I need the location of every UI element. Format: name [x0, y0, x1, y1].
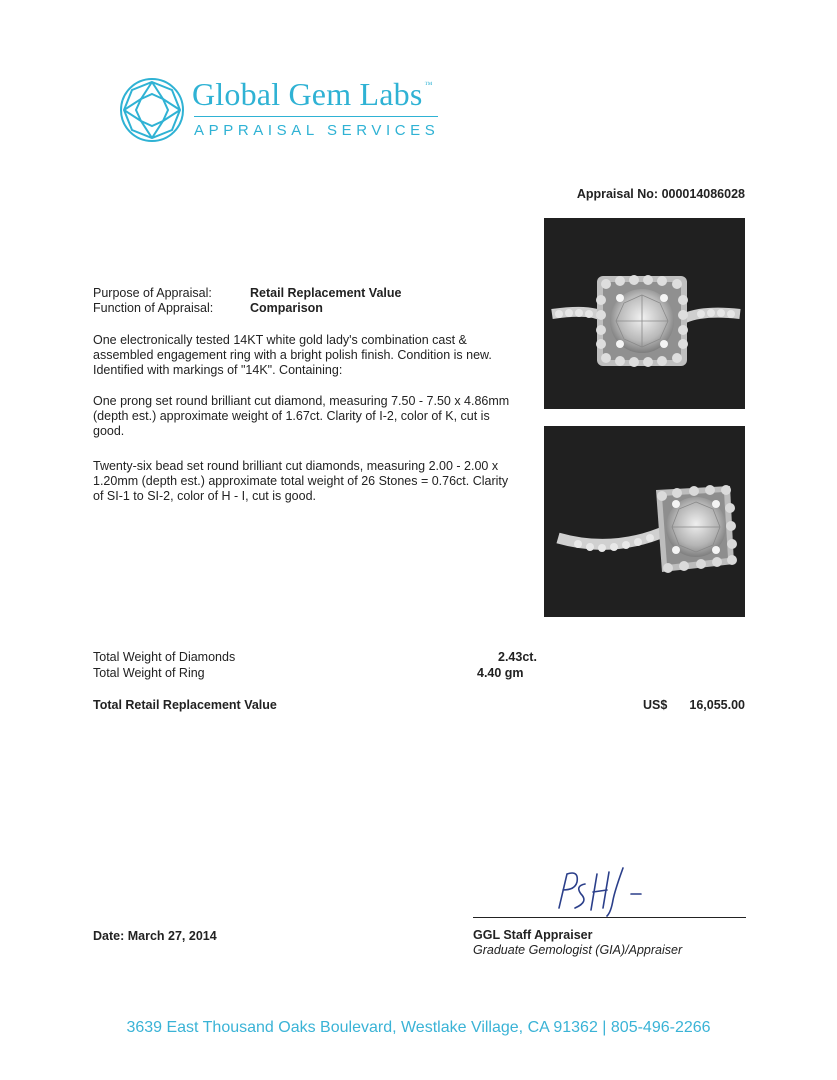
retail-value-label: Total Retail Replacement Value — [93, 698, 277, 712]
function-label: Function of Appraisal: — [93, 301, 214, 315]
signature-line — [473, 917, 746, 918]
purpose-value: Retail Replacement Value — [250, 286, 402, 300]
diamond-weight-value: 2.43ct. — [498, 650, 537, 664]
appraiser-title: GGL Staff Appraiser — [473, 928, 593, 942]
trademark-mark: ™ — [424, 80, 433, 89]
appraiser-signature — [545, 860, 655, 920]
footer-address: 3639 East Thousand Oaks Boulevard, Westlake Village, CA 91362 | 805-496-2266 — [126, 1019, 711, 1036]
retail-value-amount: 16,055.00 — [689, 698, 745, 712]
appraisal-number-label: Appraisal No: — [576, 187, 659, 201]
ring-top-view-photo — [544, 218, 745, 409]
ring-weight-value: 4.40 gm — [477, 666, 524, 680]
appraiser-credentials: Graduate Gemologist (GIA)/Appraiser — [473, 943, 683, 957]
brand-divider — [194, 116, 438, 117]
appraisal-date: Date: March 27, 2014 — [93, 929, 217, 943]
ring-weight-label: Total Weight of Ring — [93, 666, 205, 680]
function-value: Comparison — [250, 301, 323, 315]
center-diamond-description: One prong set round brilliant cut diamond, measuring 7.50 - 7.50 x 4.86mm (depth est.) approximate weight of 1.67ct. Clarity of I-2, color of K, cut is good. — [93, 394, 510, 438]
gem-logo-icon — [118, 76, 186, 144]
brand-tagline: APPRAISAL SERVICES — [194, 122, 440, 139]
purpose-label: Purpose of Appraisal: — [93, 286, 212, 300]
diamond-weight-label: Total Weight of Diamonds — [93, 650, 236, 664]
ring-side-view-photo — [544, 426, 745, 617]
ring-description: One electronically tested 14KT white gold lady's combination cast & assembled engagement ring with a bright polish finish. Condition is new. Identified with markings of "14K". Containing: — [93, 333, 492, 377]
side-diamonds-description: Twenty-six bead set round brilliant cut diamonds, measuring 2.00 - 2.00 x 1.20mm (depth est.) approximate total weight of 26 Stones = 0.76ct. Clarity of SI-1 to SI-2, color of H - I, cut is good. — [93, 459, 509, 503]
appraisal-number-value: 000014086028 — [661, 187, 745, 201]
brand-name — [192, 76, 433, 113]
appraisal-number — [577, 187, 745, 201]
brand-name-text: Global Gem Labs — [192, 76, 423, 112]
retail-value-currency: US$ — [643, 698, 668, 712]
